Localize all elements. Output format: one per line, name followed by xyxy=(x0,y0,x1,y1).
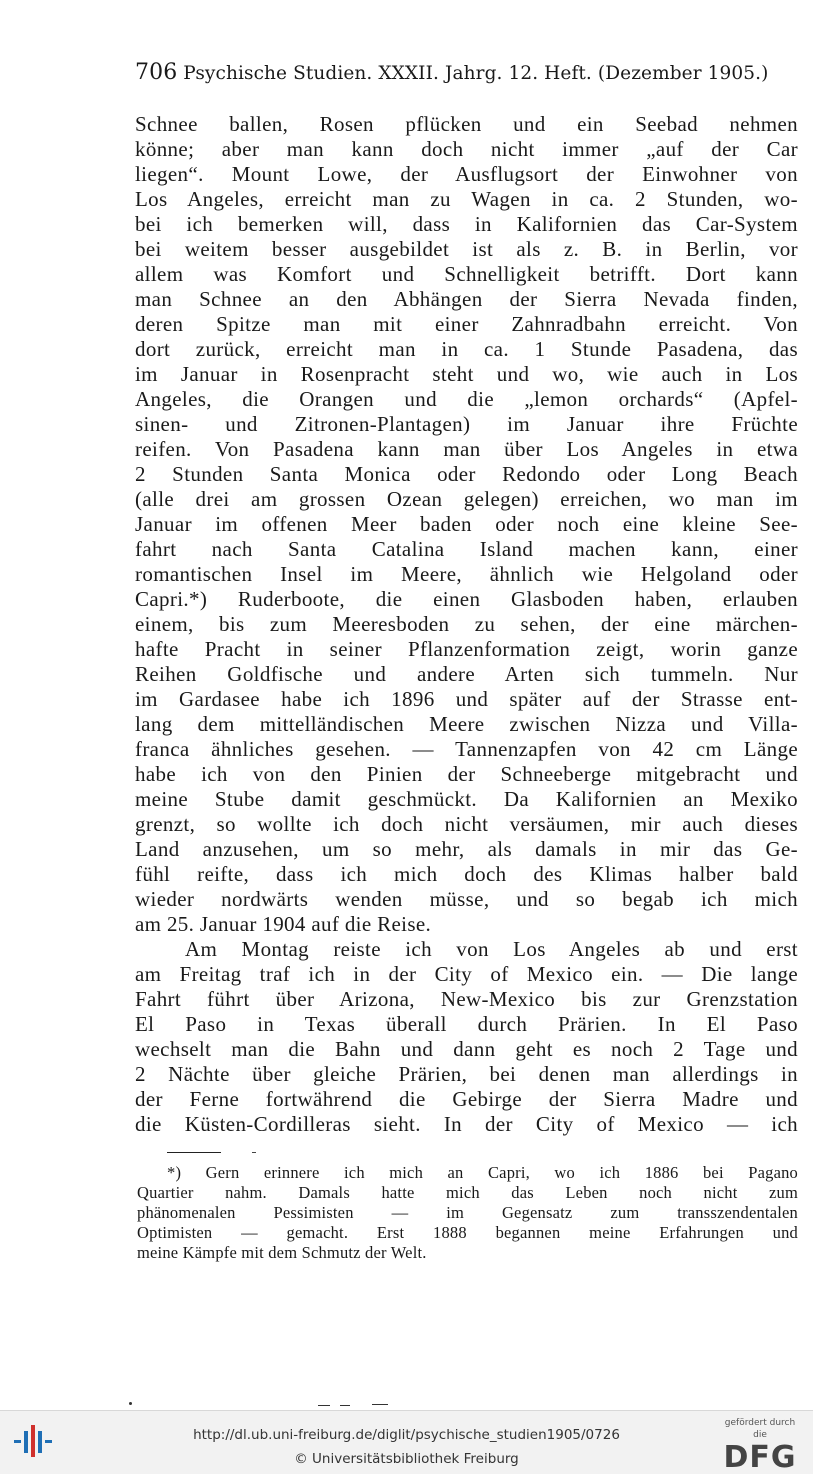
text-line: 2 Nächte über gleiche Prärien, bei denen man allerdings in xyxy=(135,1062,798,1086)
text-line: wechselt man die Bahn und dann geht es noch 2 Tage und xyxy=(135,1037,798,1061)
text-line: El Paso in Texas überall durch Prärien. In El Paso xyxy=(135,1012,798,1036)
text-line: im Januar in Rosenpracht steht und wo, wie auch in Los xyxy=(135,362,798,386)
scan-speck xyxy=(372,1404,388,1405)
text-line: franca ähnliches gesehen. — Tannenzapfen von 42 cm Länge xyxy=(135,737,798,761)
text-line: lang dem mittelländischen Meere zwischen Nizza und Villa- xyxy=(135,712,798,736)
page-number: 706 xyxy=(135,60,178,85)
text-line: Januar im offenen Meer baden oder noch eine kleine See- xyxy=(135,512,798,536)
text-line: grenzt, so wollte ich doch nicht versäumen, mir auch dieses xyxy=(135,812,798,836)
text-line: Reihen Goldfische und andere Arten sich tummeln. Nur xyxy=(135,662,798,686)
text-line: Los Angeles, erreicht man zu Wagen in ca. 2 Stunden, wo- xyxy=(135,187,798,211)
footnote-line: phänomenalen Pessimisten — im Gegensatz zum transszendentalen xyxy=(137,1203,798,1222)
dfg-logo-text: DFG xyxy=(723,1440,797,1475)
text-line: Angeles, die Orangen und die „lemon orchards“ (Apfel- xyxy=(135,387,798,411)
running-title: Psychische Studien. XXXII. Jahrg. 12. Heft. (Dezember 1905.) xyxy=(183,63,769,84)
body-text xyxy=(135,112,798,1137)
footnote-line: Quartier nahm. Damals hatte mich das Leben noch nicht zum xyxy=(137,1183,798,1202)
text-line: allem was Komfort und Schnelligkeit betrifft. Dort kann xyxy=(135,262,798,286)
footnote-line: meine Kämpfe mit dem Schmutz der Welt. xyxy=(137,1243,427,1262)
text-line: fahrt nach Santa Catalina Island machen kann, einer xyxy=(135,537,798,561)
copyright-notice: © Universitätsbibliothek Freiburg xyxy=(294,1451,519,1467)
text-line: die Küsten-Cordilleras sieht. In der City of Mexico — ich xyxy=(135,1112,798,1136)
text-line: man Schnee an den Abhängen der Sierra Nevada finden, xyxy=(135,287,798,311)
text-line: im Gardasee habe ich 1896 und später auf der Strasse ent- xyxy=(135,687,798,711)
text-line: dort zurück, erreicht man in ca. 1 Stunde Pasadena, das xyxy=(135,337,798,361)
text-line: meine Stube damit geschmückt. Da Kalifornien an Mexiko xyxy=(135,787,798,811)
text-line: könne; aber man kann doch nicht immer „auf der Car xyxy=(135,137,798,161)
text-line: 2 Stunden Santa Monica oder Redondo oder Long Beach xyxy=(135,462,798,486)
dfg-logo xyxy=(717,1417,803,1475)
text-line: am Freitag traf ich in der City of Mexico ein. — Die lange xyxy=(135,962,798,986)
text-line: hafte Pracht in seiner Pflanzenformation zeigt, worin ganze xyxy=(135,637,798,661)
footnote-line: *) Gern erinnere ich mich an Capri, wo ich 1886 bei Pagano xyxy=(167,1163,798,1182)
text-line: habe ich von den Pinien der Schneeberge mitgebracht und xyxy=(135,762,798,786)
scan-speck xyxy=(340,1405,350,1406)
funder-note: gefördert durch die xyxy=(724,1418,796,1440)
text-line: wieder nordwärts wenden müsse, und so begab ich mich xyxy=(135,887,798,911)
footnote-line: Optimisten — gemacht. Erst 1888 begannen meine Erfahrungen und xyxy=(137,1223,798,1242)
document-url-link[interactable]: http://dl.ub.uni-freiburg.de/diglit/psychische_studien1905/0726 xyxy=(193,1427,620,1443)
text-line: Land anzusehen, um so mehr, als damals in mir das Ge- xyxy=(135,837,798,861)
text-line: einem, bis zum Meeresboden zu sehen, der eine märchen- xyxy=(135,612,798,636)
text-line: Am Montag reiste ich von Los Angeles ab und erst xyxy=(185,937,798,961)
text-line: liegen“. Mount Lowe, der Ausflugsort der Einwohner von xyxy=(135,162,798,186)
footnote xyxy=(137,1163,798,1263)
text-line: Schnee ballen, Rosen pflücken und ein Seebad nehmen xyxy=(135,112,798,136)
scan-speck xyxy=(129,1402,132,1405)
text-line: reifen. Von Pasadena kann man über Los Angeles in etwa xyxy=(135,437,798,461)
text-line: deren Spitze man mit einer Zahnradbahn erreicht. Von xyxy=(135,312,798,336)
viewer-footer xyxy=(0,1410,813,1474)
footnote-rule-mark xyxy=(252,1152,256,1153)
text-line: romantischen Insel im Meere, ähnlich wie Helgoland oder xyxy=(135,562,798,586)
text-line: bei ich bemerken will, dass in Kalifornien das Car-System xyxy=(135,212,798,236)
text-line: der Ferne fortwährend die Gebirge der Sierra Madre und xyxy=(135,1087,798,1111)
text-line: (alle drei am grossen Ozean gelegen) erreichen, wo man im xyxy=(135,487,798,511)
text-line: Fahrt führt über Arizona, New-Mexico bis zur Grenzstation xyxy=(135,987,798,1011)
text-line: bei weitem besser ausgebildet ist als z. B. in Berlin, vor xyxy=(135,237,798,261)
text-line: Capri.*) Ruderboote, die einen Glasboden haben, erlauben xyxy=(135,587,798,611)
running-header xyxy=(135,60,798,87)
text-line: fühl reifte, dass ich mich doch des Klimas halber bald xyxy=(135,862,798,886)
scan-speck xyxy=(318,1405,330,1406)
footnote-rule xyxy=(167,1152,221,1153)
text-line: sinen- und Zitronen-Plantagen) im Januar ihre Früchte xyxy=(135,412,798,436)
text-line: am 25. Januar 1904 auf die Reise. xyxy=(135,912,432,936)
